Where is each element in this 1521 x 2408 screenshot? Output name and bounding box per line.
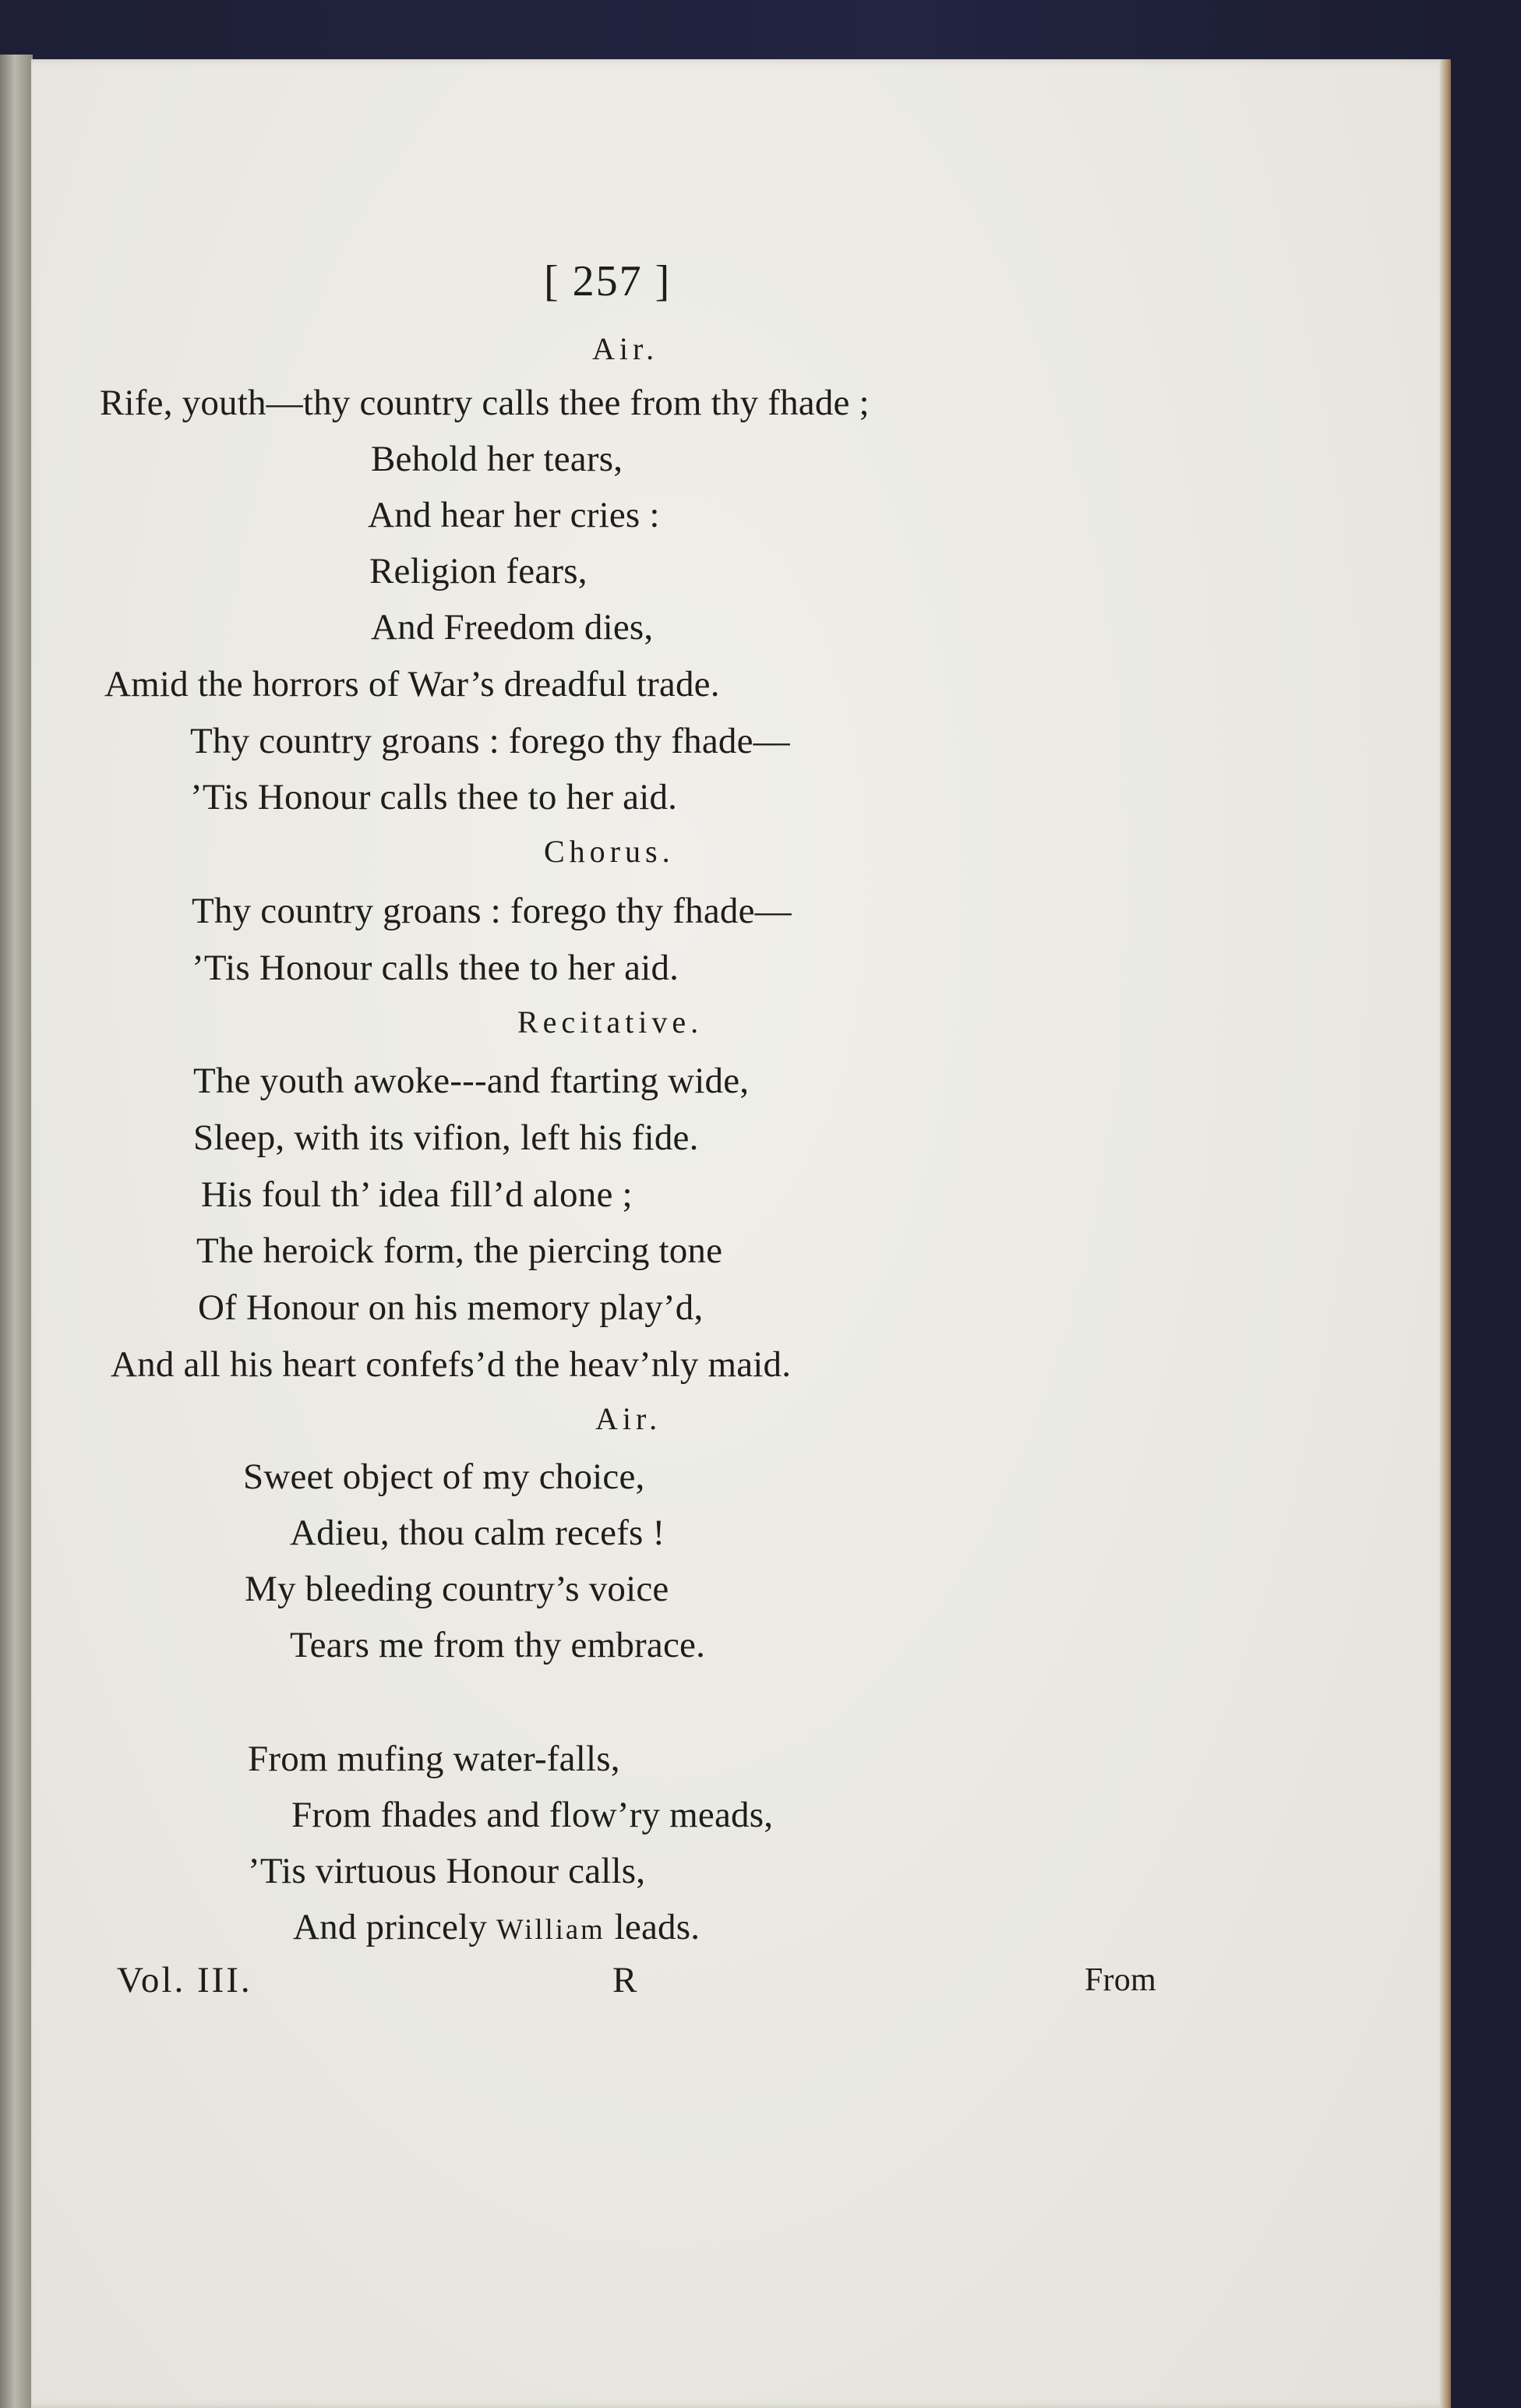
verse-text: leads.	[614, 1907, 701, 1947]
verse-line: Amid the horrors of War’s dreadful trade.	[104, 664, 720, 704]
verse-line: My bleeding country’s voice	[245, 1569, 669, 1609]
verse-line: Of Honour on his memory play’d,	[198, 1287, 704, 1328]
verse-line: Rife, youth—thy country calls thee from thy fhade ;	[100, 383, 870, 423]
volume-label: Vol. III.	[117, 1960, 252, 2000]
verse-line: From mufing water-falls,	[248, 1739, 620, 1779]
verse-line: His foul th’ idea fill’d alone ;	[201, 1174, 633, 1215]
verse-line: And hear her cries :	[368, 495, 660, 535]
verse-line: Sleep, with its vifion, left his fide.	[193, 1117, 699, 1158]
section-heading-air: Air.	[595, 1401, 662, 1436]
catchword: From	[1085, 1962, 1156, 1998]
verse-line: The youth awoke---and ftarting wide,	[193, 1061, 750, 1101]
verse-line: Adieu, thou calm recefs !	[290, 1513, 665, 1553]
signature-mark: R	[612, 1960, 637, 2000]
verse-line: And Freedom dies,	[371, 607, 654, 648]
left-page-edge	[0, 55, 33, 2408]
section-heading-air: Air.	[592, 331, 659, 366]
verse-line: Tears me from thy embrace.	[290, 1625, 706, 1665]
page-right-edge	[1440, 59, 1451, 2408]
verse-line: Thy country groans : forego thy fhade—	[192, 891, 792, 931]
verse-line: Thy country groans : forego thy fhade—	[190, 721, 790, 761]
name-small-caps: William	[496, 1913, 605, 1945]
verse-line: ’Tis virtuous Honour calls,	[248, 1851, 646, 1891]
verse-line: From fhades and flow’ry meads,	[291, 1795, 774, 1835]
verse-line: The heroick form, the piercing tone	[196, 1230, 723, 1271]
verse-line: ’Tis Honour calls thee to her aid.	[190, 777, 678, 817]
verse-text: And princely	[293, 1907, 488, 1947]
section-heading-recitative: Recitative.	[517, 1005, 704, 1040]
verse-line: Behold her tears,	[371, 439, 623, 479]
verse-line: Religion fears,	[369, 551, 588, 591]
section-heading-chorus: Chorus.	[544, 834, 675, 869]
verse-line: ’Tis Honour calls thee to her aid.	[192, 948, 679, 988]
verse-line: And all his heart confefs’d the heav’nly maid.	[111, 1344, 792, 1385]
verse-line-william	[293, 1909, 700, 1946]
verse-line: Sweet object of my choice,	[243, 1456, 645, 1497]
page-number: [ 257 ]	[544, 257, 672, 305]
